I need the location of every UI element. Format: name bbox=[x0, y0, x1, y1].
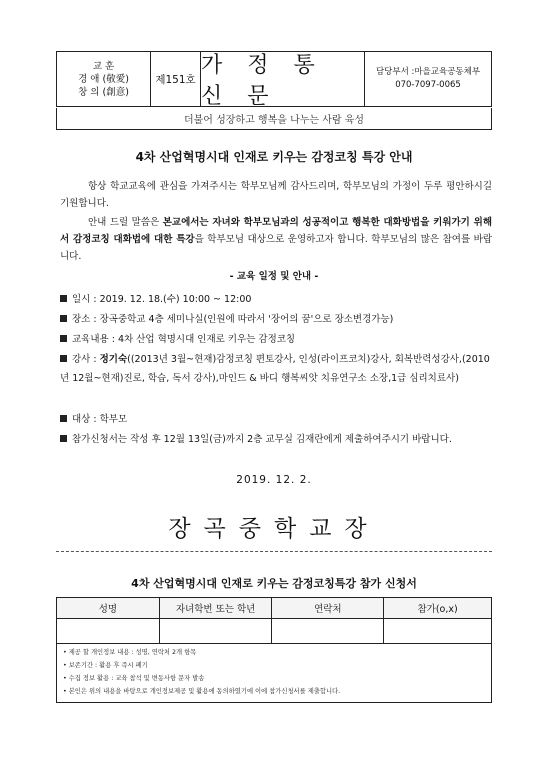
participation-input-cell[interactable] bbox=[384, 619, 492, 644]
department-name: 담당부서 :마을교육공동체부 bbox=[375, 67, 481, 77]
schedule-target bbox=[60, 410, 494, 429]
document-title: 4차 산업혁명시대 인재로 키우는 감정코칭 특강 안내 bbox=[135, 150, 413, 164]
department-phone: 070-7097-0065 bbox=[395, 80, 461, 90]
schedule-date-text: 일시 : 2019. 12. 18.(수) 10:00 ~ 12:00 bbox=[72, 294, 252, 305]
intro-text-c: 을 학부모님 대상으로 운영하고자 합니다. 학부모님의 많은 참여를 바랍니다. bbox=[60, 234, 493, 262]
motto-line-2: 창 의 (創意) bbox=[78, 86, 129, 98]
square-bullet-icon bbox=[60, 295, 67, 302]
schedule-lecturer bbox=[60, 350, 494, 388]
schedule-place-text: 장소 : 장곡중학교 4층 세미나실(인원에 따라서 '장어의 꿈'으로 장소변경가능) bbox=[72, 314, 394, 325]
motto-line-1: 경 애 (敬愛) bbox=[78, 73, 129, 85]
intro-paragraph-1: 항상 학교교육에 관심을 가져주시는 학부모님께 감사드리며, 학부모님의 가정이 두루 평안하시길 기원합니다. bbox=[60, 181, 492, 209]
form-entry-row bbox=[57, 619, 492, 644]
schedule-content-text: 교육내용 : 4차 산업 혁명시대 인재로 키우는 감정코칭 bbox=[72, 334, 296, 345]
lecturer-info: ((2013년 3월~현재)감정코칭 편토강사, 인성(라이프코치)강사, 회복반력성강사,(2010년 12월~현재)진로, 학습, 독서 강사),마인드 & 바디 행복씨앗 치유연구소 소장,1급 심리치료사) bbox=[60, 354, 490, 384]
privacy-note: • 보존기간 : 활용 후 즉시 폐기 bbox=[63, 662, 148, 669]
schedule-date bbox=[60, 290, 494, 309]
square-bullet-icon bbox=[60, 335, 67, 342]
issue-number: 제151호 bbox=[151, 52, 201, 106]
contact-input-cell[interactable] bbox=[272, 619, 384, 644]
school-motto bbox=[57, 52, 151, 106]
square-bullet-icon bbox=[60, 435, 67, 442]
square-bullet-icon bbox=[60, 355, 67, 362]
privacy-note: • 제공 할 개인정보 내용 : 성명, 연락처 2개 항목 bbox=[63, 649, 197, 656]
square-bullet-icon bbox=[60, 415, 67, 422]
intro-text-bold: 본교에서는 자녀와 학부모님과의 성공적이고 행복한 대화방법을 키워가기 위해서 감정코칭 대화법에 대한 특강 bbox=[60, 217, 492, 245]
cut-line bbox=[56, 551, 492, 552]
newsletter-header bbox=[56, 51, 492, 107]
form-title: 4차 산업혁명시대 인재로 키우는 감정코칭특강 참가 신청서 bbox=[131, 577, 417, 590]
square-bullet-icon bbox=[60, 315, 67, 322]
principal-signature: 장곡중학교장 bbox=[168, 516, 380, 542]
student-id-input-cell[interactable] bbox=[159, 619, 272, 644]
column-student-id: 자녀학번 또는 학년 bbox=[159, 598, 272, 619]
lecturer-label: 강사 : bbox=[72, 354, 100, 365]
schedule-target-text: 대상 : 학부모 bbox=[72, 414, 128, 425]
motto-label: 교 훈 bbox=[92, 60, 115, 72]
application-form-table bbox=[56, 597, 492, 644]
section-heading: - 교육 일정 및 안내 - bbox=[229, 271, 319, 282]
privacy-notes bbox=[56, 643, 492, 703]
lecturer-name: 정기숙 bbox=[99, 354, 128, 365]
intro-paragraph-2 bbox=[60, 214, 492, 265]
privacy-note: • 수집 정보 활용 : 교육 참석 및 변동사항 문자 발송 bbox=[63, 675, 205, 682]
privacy-note: • 본인은 위의 내용을 바탕으로 개인정보제공 및 활용에 동의하였기에 이에 참가신청서를 제출합니다. bbox=[63, 688, 341, 695]
form-header-row bbox=[57, 598, 492, 619]
schedule-content bbox=[60, 330, 494, 349]
department-info bbox=[365, 52, 491, 106]
schedule-place bbox=[60, 310, 494, 329]
column-contact: 연락처 bbox=[272, 598, 384, 619]
issue-date: 2019. 12. 2. bbox=[236, 474, 312, 486]
newsletter-title: 가 정 통 신 문 bbox=[201, 52, 365, 106]
column-name: 성명 bbox=[57, 598, 160, 619]
school-slogan: 더불어 성장하고 행복을 나누는 사람 육성 bbox=[56, 108, 492, 130]
schedule-apply-text: 참가신청서는 작성 후 12월 13일(금)까지 2층 교무실 김재란에게 제출하여주시기 바랍니다. bbox=[72, 434, 452, 445]
schedule-apply bbox=[60, 430, 494, 449]
name-input-cell[interactable] bbox=[57, 619, 160, 644]
intro-text-a: 안내 드릴 말씀은 bbox=[88, 217, 163, 228]
column-participation: 참가(o,x) bbox=[384, 598, 492, 619]
